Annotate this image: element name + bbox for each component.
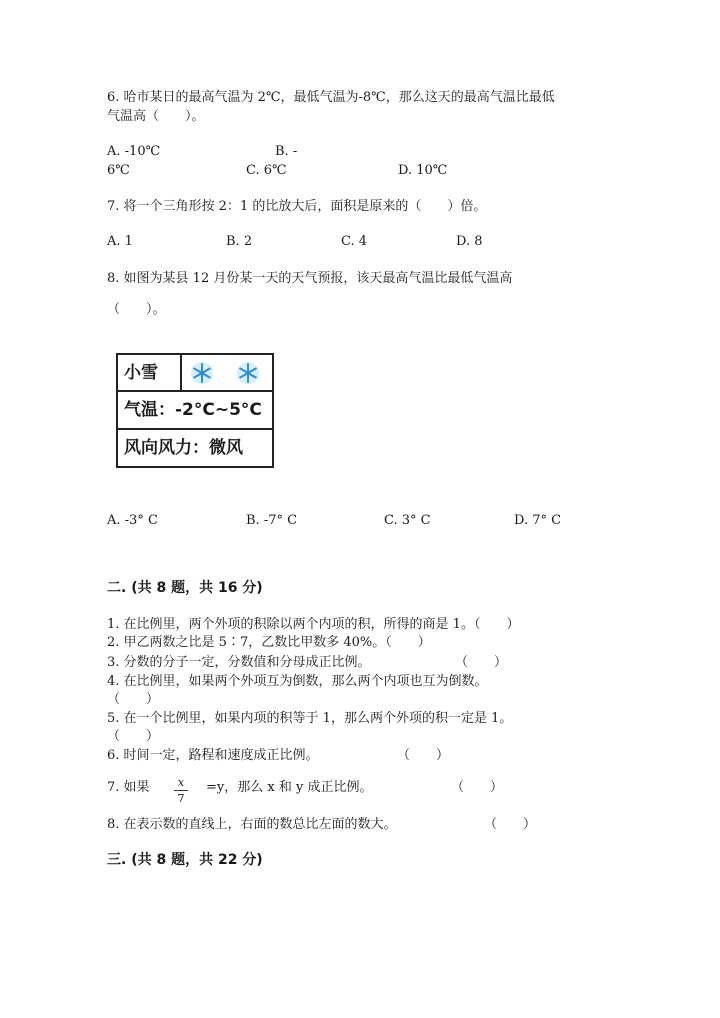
judge-item-2: 2. 甲乙两数之比是 5∶7，乙数比甲数多 40%。（ ）: [107, 635, 431, 650]
q8-option-d: D. 7° C: [514, 513, 562, 528]
fraction-denominator: 7: [177, 792, 185, 805]
judge-item-8: 8. 在表示数的直线上，右面的数总比左面的数大。: [107, 817, 397, 832]
judge-item-6: 6. 时间一定，路程和速度成正比例。: [107, 748, 319, 763]
answer-blank: （ ）: [107, 692, 160, 707]
q6-option-d: D. 10℃: [398, 163, 448, 178]
q6-option-b: B. -: [275, 144, 298, 159]
q8-line2: （ ）。: [107, 302, 166, 317]
weather-divider: [180, 355, 182, 392]
q8-option-b: B. -7° C: [246, 513, 298, 528]
weather-temperature: 气温：-2°C~5°C: [124, 400, 262, 420]
section-3-title: 三. (共 8 题，共 22 分): [107, 852, 263, 868]
q7-option-c: C. 4: [341, 234, 368, 249]
q6-line2: 气温高（ ）。: [107, 109, 205, 124]
answer-blank: （ ）: [451, 780, 504, 795]
q6-option-c: C. 6℃: [246, 163, 287, 178]
snowflake-icon: [190, 361, 214, 385]
answer-blank: （ ）: [107, 729, 160, 744]
q7-text: 7. 将一个三角形按 2：1 的比放大后，面积是原来的（ ）倍。: [107, 199, 487, 214]
fraction-bar: [174, 790, 188, 791]
fraction-x-over-7: [174, 776, 188, 805]
q8-option-a: A. -3° C: [107, 513, 158, 528]
q8-option-c: C. 3° C: [384, 513, 431, 528]
q7-option-d: D. 8: [456, 234, 483, 249]
q6-option-a: A. -10℃: [107, 144, 161, 159]
weather-wind: 风向风力：微风: [124, 438, 243, 458]
judge-item-1: 1. 在比例里，两个外项的积除以两个内项的积，所得的商是 1。（ ）: [107, 617, 520, 632]
weather-forecast-card: [116, 353, 274, 468]
section-2-title: 二. (共 8 题，共 16 分): [107, 580, 263, 596]
answer-blank: （ ）: [455, 655, 508, 670]
answer-blank: （ ）: [397, 748, 450, 763]
judge-item-5: 5. 在一个比例里，如果内项的积等于 1，那么两个外项的积一定是 1。: [107, 711, 513, 726]
snowflake-icon: [236, 361, 260, 385]
answer-blank: （ ）: [484, 817, 537, 832]
q8-line1: 8. 如图为某县 12 月份某一天的天气预报，该天最高气温比最低气温高: [107, 271, 513, 286]
weather-condition-label: 小雪: [124, 363, 158, 383]
fraction-numerator: x: [177, 776, 185, 789]
judge-item-7-suffix: =y，那么 x 和 y 成正比例。: [206, 780, 373, 795]
judge-item-7-prefix: 7. 如果: [107, 780, 150, 795]
judge-item-3: 3. 分数的分子一定，分数值和分母成正比例。: [107, 655, 371, 670]
q7-option-b: B. 2: [226, 234, 253, 249]
q7-option-a: A. 1: [107, 234, 133, 249]
weather-row-condition: [118, 355, 272, 392]
q6-line1: 6. 哈市某日的最高气温为 2℃，最低气温为-8℃，那么这天的最高气温比最低: [107, 90, 555, 105]
weather-row-temperature: [118, 392, 272, 430]
weather-row-wind: [118, 430, 272, 468]
q6-option-b-cont: 6℃: [107, 163, 130, 178]
judge-item-4: 4. 在比例里，如果两个外项互为倒数，那么两个内项也互为倒数。: [107, 674, 488, 689]
